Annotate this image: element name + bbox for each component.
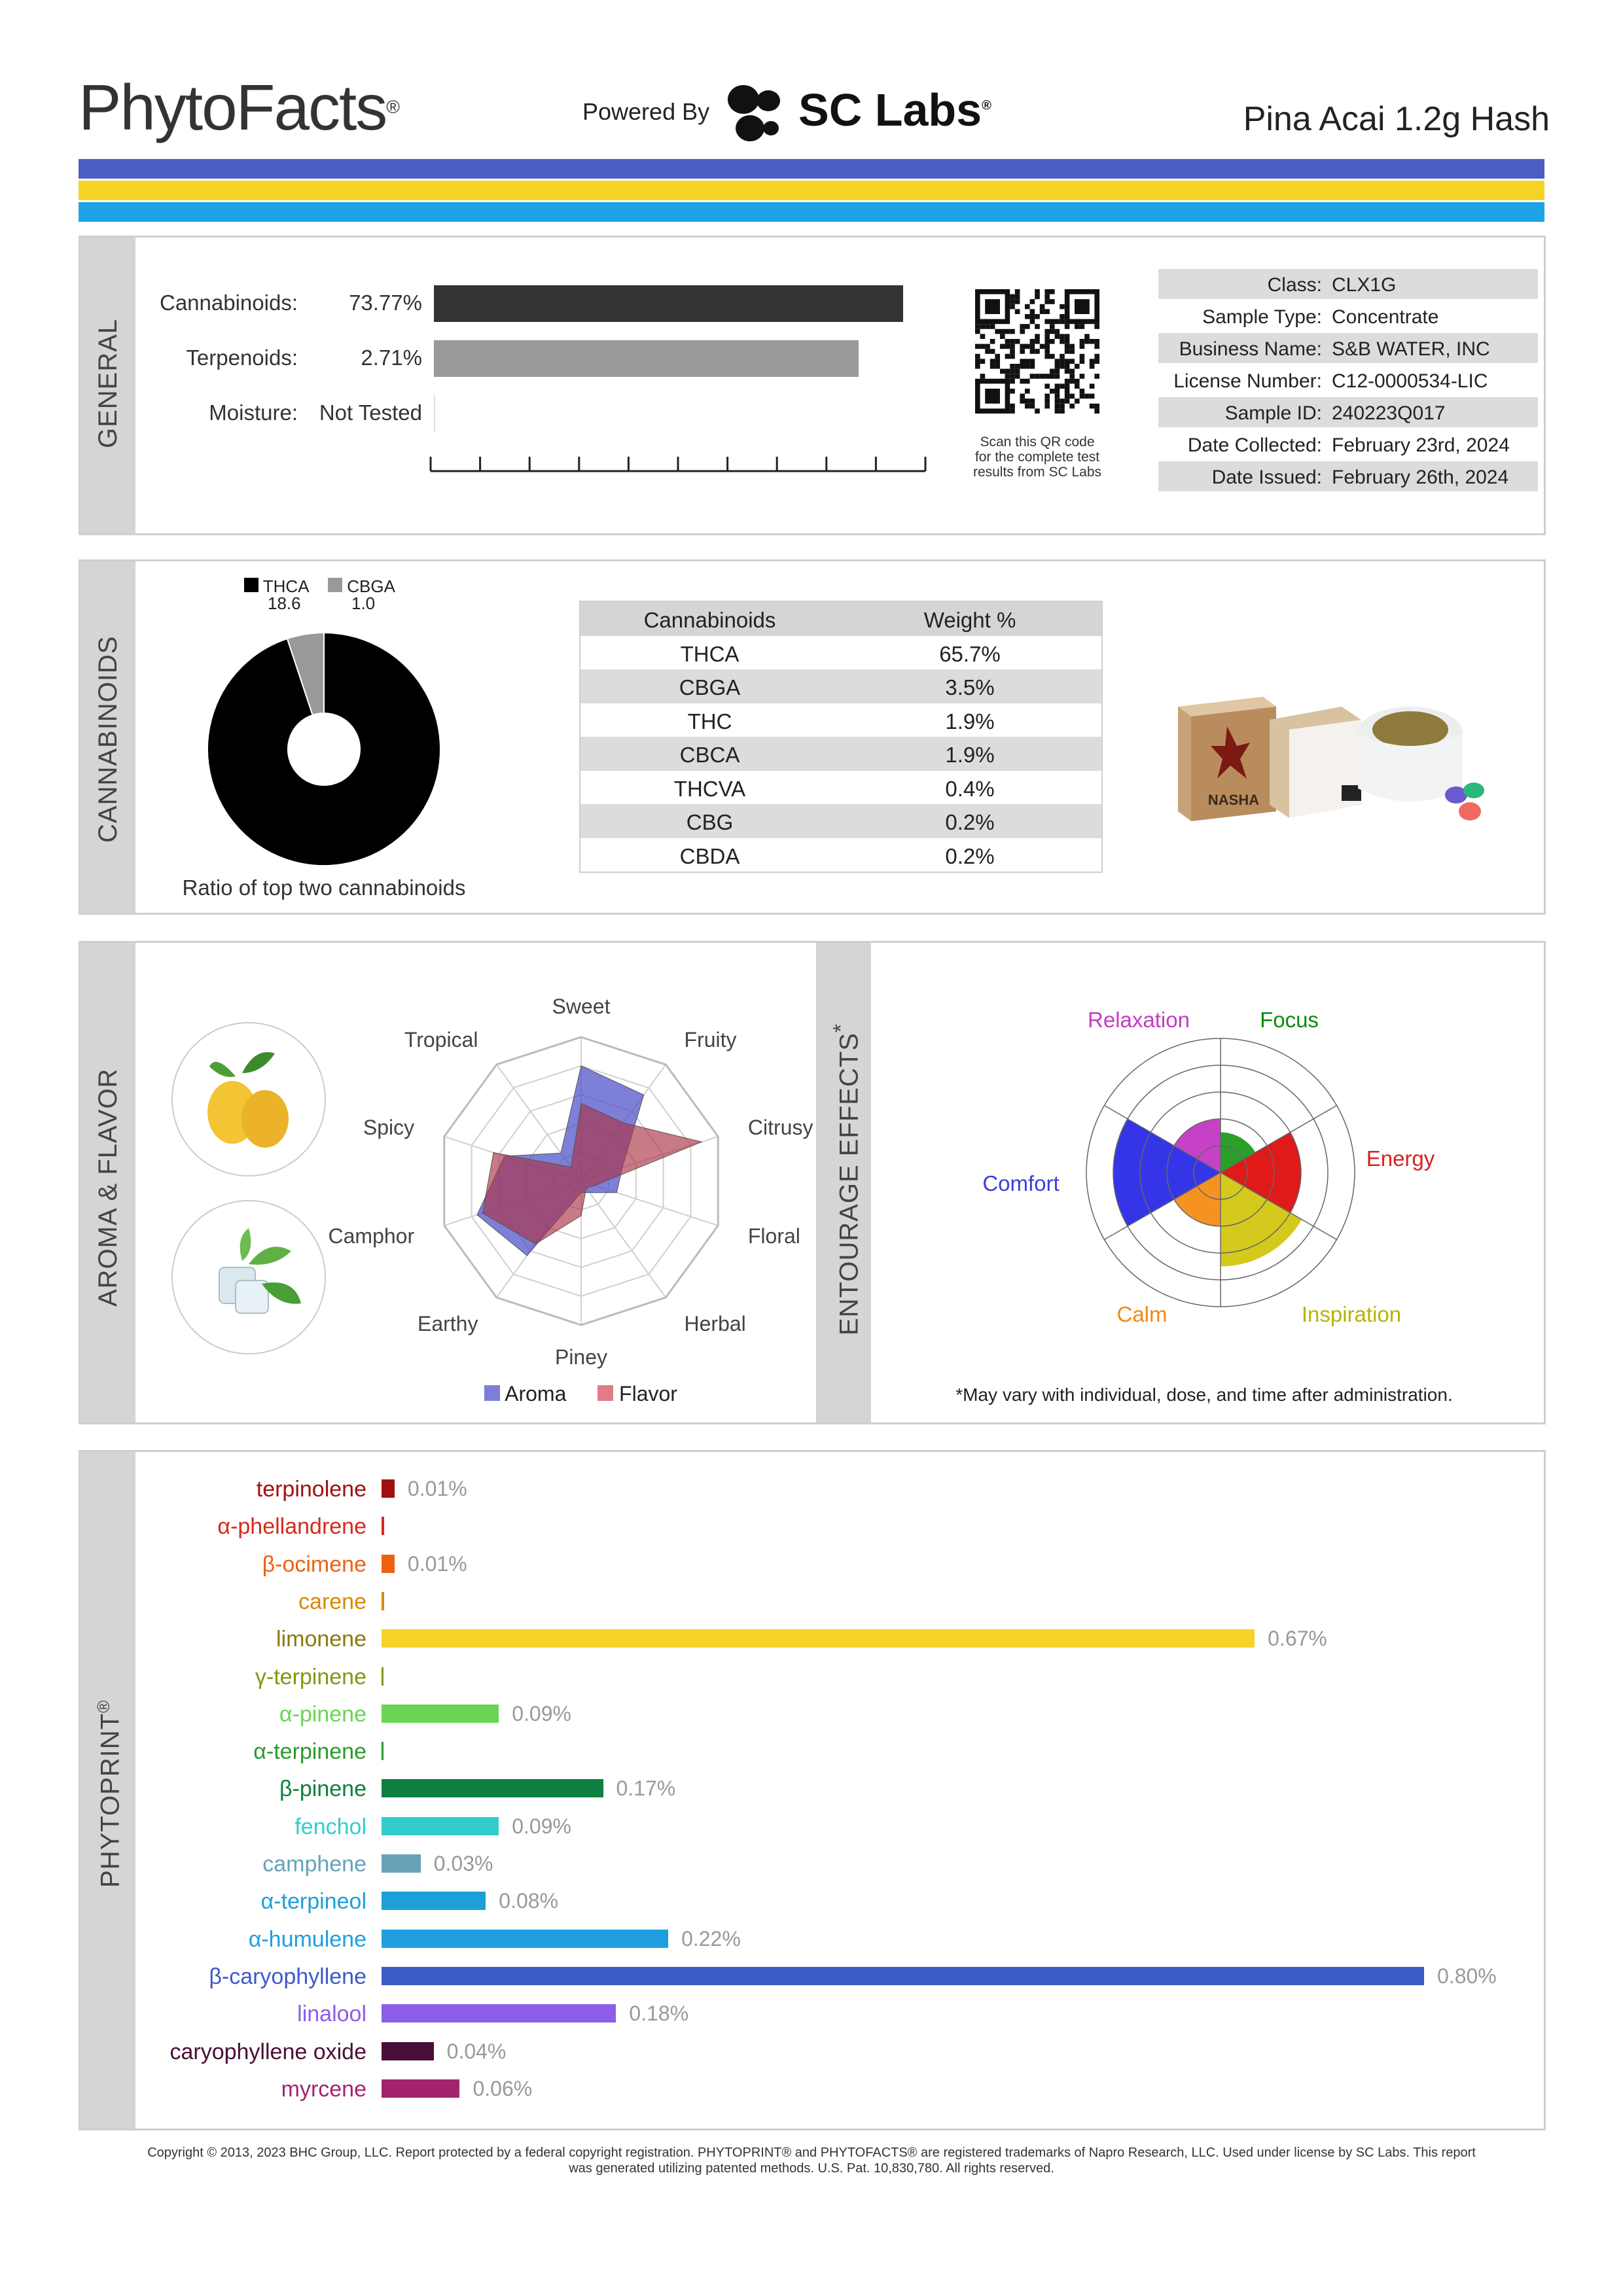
- legend-aroma-swatch: [484, 1385, 500, 1401]
- sample-info-row: [1158, 301, 1538, 331]
- aroma-section-title: AROMA & FLAVOR: [94, 1068, 122, 1307]
- qr-caption: Scan this QR code for the complete test results from SC Labs: [972, 434, 1102, 480]
- cannabinoid-table-row: [580, 669, 1101, 703]
- general-axis: [429, 451, 927, 478]
- col-header-cannabinoid: Cannabinoids: [643, 608, 776, 632]
- radar-axis-label: Tropical: [404, 1028, 478, 1052]
- sample-info-row: [1158, 429, 1538, 459]
- terpene-bar: [382, 1629, 1255, 1648]
- header-stripe-blue: [79, 159, 1544, 179]
- effects-sidebar: [816, 943, 871, 1422]
- cannabinoid-name: CBDA: [679, 843, 740, 868]
- copyright-footer: Copyright © 2013, 2023 BHC Group, LLC. Report protected by a federal copyright registration. PHYTOPRINT® and PHYTOFACTS® are registered trademarks of Napro Research, LLC. Used under license by SC Labs. This report was generated utilizing patented methods. U.S. Pat. 10,830,780. All rights reserved.: [147, 2146, 1476, 2176]
- general-bar-fill: [434, 285, 903, 322]
- effect-label-comfort: Comfort: [982, 1171, 1060, 1195]
- effect-label-inspiration: Inspiration: [1301, 1302, 1402, 1326]
- legend-cbga-swatch: [328, 578, 342, 592]
- terpene-name: carene: [298, 1589, 366, 1614]
- effect-label-focus: Focus: [1260, 1008, 1319, 1032]
- sample-info-row: [1158, 461, 1538, 491]
- sample-info-value: CLX1G: [1332, 274, 1397, 296]
- terpene-bar: [382, 2079, 459, 2098]
- legend-aroma-label: Aroma: [505, 1382, 567, 1405]
- radar-axis-label: Piney: [554, 1345, 608, 1369]
- terpene-value: 0.80%: [1437, 1964, 1497, 1988]
- terpene-value: 0.17%: [616, 1776, 676, 1801]
- terpene-name: β-pinene: [279, 1776, 366, 1802]
- radar-axis-label: Earthy: [417, 1311, 478, 1335]
- terpene-value: 0.67%: [1268, 1627, 1327, 1651]
- effects-note: *May vary with individual, dose, and time after administration.: [955, 1385, 1453, 1405]
- sample-info-row: [1158, 269, 1538, 299]
- sample-info-value: February 26th, 2024: [1332, 467, 1509, 488]
- sample-info-key: Date Collected:: [1187, 434, 1322, 456]
- qr-code-icon[interactable]: [975, 289, 1099, 414]
- cannabinoid-name: THCA: [680, 641, 740, 666]
- cannabinoid-table: [579, 601, 1103, 873]
- terpene-value: 0.18%: [629, 2002, 689, 2026]
- cannabinoid-name: CBCA: [679, 743, 740, 767]
- terpene-value: 0.01%: [407, 1551, 467, 1576]
- header-stripe-cyan: [79, 202, 1544, 222]
- terpene-bar: [382, 1517, 384, 1535]
- general-bar-fill: [434, 395, 435, 432]
- product-photo: [1165, 680, 1505, 851]
- sample-info-value: C12-0000534-LIC: [1332, 370, 1488, 392]
- terpene-name: α-humulene: [248, 1926, 366, 1952]
- terpene-name: fenchol: [294, 1814, 366, 1839]
- cannabinoid-weight: 65.7%: [939, 641, 1001, 666]
- lemon-illustration: [170, 1021, 327, 1178]
- sample-info-value: February 23rd, 2024: [1332, 434, 1510, 456]
- legend-cbga-ratio: 1.0: [351, 593, 376, 613]
- radar-axis-label: Sweet: [552, 995, 611, 1018]
- general-bar-label: Moisture:: [209, 400, 298, 425]
- radar-axis-label: Herbal: [684, 1311, 746, 1335]
- cannabinoid-weight: 3.5%: [945, 675, 995, 699]
- cannabinoid-table-row: [580, 771, 1101, 805]
- header-stripe-yellow: [79, 181, 1544, 200]
- terpene-bar: [382, 2004, 616, 2022]
- cannabinoid-name: CBG: [686, 810, 734, 834]
- terpene-bar: [382, 1667, 383, 1686]
- radar-axis-label: Fruity: [684, 1028, 737, 1052]
- terpene-bar: [382, 1704, 499, 1723]
- terpene-bar: [382, 2042, 434, 2060]
- terpene-value: 0.01%: [407, 1477, 467, 1500]
- radar-axis-label: Camphor: [328, 1224, 415, 1248]
- entourage-effects-chart: [949, 995, 1486, 1335]
- cannabinoid-table-header: [580, 602, 1101, 636]
- radar-axis-label: Floral: [747, 1224, 800, 1248]
- mint-ice-illustration: [170, 1199, 327, 1356]
- effect-label-energy: Energy: [1366, 1146, 1435, 1171]
- terpene-name: caryophyllene oxide: [169, 2039, 366, 2064]
- cannabinoid-table-row: [580, 703, 1101, 737]
- general-bar-label: Terpenoids:: [186, 345, 298, 370]
- general-bar-label: Cannabinoids:: [160, 291, 298, 315]
- terpene-bar: [382, 1592, 384, 1610]
- terpene-bar: [382, 1555, 395, 1573]
- terpene-name: β-caryophyllene: [209, 1964, 366, 1989]
- col-header-weight: Weight %: [923, 608, 1016, 632]
- general-bar-fill: [434, 340, 859, 377]
- terpene-name: camphene: [262, 1852, 366, 1877]
- cannabinoid-weight: 0.2%: [945, 810, 995, 834]
- radar-axis-label: Spicy: [363, 1116, 415, 1140]
- cannabinoid-table-row: [580, 804, 1101, 838]
- terpene-bar: [382, 1742, 383, 1760]
- sample-info-key: Business Name:: [1179, 338, 1322, 360]
- aroma-radar-chart: [328, 981, 818, 1369]
- general-section-title: GENERAL: [94, 318, 122, 448]
- sample-info-value: 240223Q017: [1332, 402, 1446, 424]
- sample-info-row: [1158, 365, 1538, 395]
- terpene-name: α-phellandrene: [217, 1514, 366, 1540]
- cannabinoids-sidebar: [80, 561, 135, 913]
- terpene-name: α-terpineol: [260, 1889, 366, 1915]
- terpene-name: limonene: [276, 1627, 366, 1652]
- sample-info-key: Sample ID:: [1224, 402, 1322, 424]
- cannabinoid-donut-chart: [203, 628, 445, 870]
- legend-cbga-label: CBGA: [347, 576, 395, 596]
- legend-thca-label: THCA: [262, 576, 310, 596]
- terpene-bar: [382, 1967, 1424, 1985]
- radar-axis-label: Citrusy: [747, 1116, 813, 1140]
- terpene-name: α-pinene: [279, 1701, 366, 1727]
- effect-label-relaxation: Relaxation: [1088, 1008, 1190, 1032]
- sample-info-key: Sample Type:: [1202, 306, 1322, 328]
- terpene-name: γ-terpinene: [255, 1664, 366, 1689]
- terpene-value: 0.06%: [473, 2076, 533, 2100]
- sample-info-key: License Number:: [1173, 370, 1322, 392]
- terpene-name: myrcene: [281, 2076, 366, 2102]
- legend-flavor-swatch: [597, 1385, 613, 1401]
- powered-by-label: Powered By: [582, 98, 710, 125]
- aroma-legend: [484, 1382, 677, 1406]
- terpene-bar: [382, 1892, 486, 1910]
- terpene-bar: [382, 1779, 603, 1797]
- terpene-bar: [382, 1854, 421, 1873]
- phytoprint-sidebar: [80, 1452, 135, 2128]
- sample-info-row: [1158, 333, 1538, 363]
- cannabinoid-name: THCVA: [673, 776, 746, 801]
- terpene-value: 0.04%: [446, 2039, 507, 2063]
- sample-info-value: Concentrate: [1332, 306, 1439, 328]
- terpene-value: 0.22%: [681, 1926, 741, 1951]
- terpene-name: α-terpinene: [253, 1739, 366, 1765]
- package-label: NASHA: [1207, 792, 1260, 808]
- general-bar-value: 2.71%: [361, 345, 422, 370]
- product-title: Pina Acai 1.2g Hash: [1243, 100, 1550, 138]
- cannabinoid-table-row: [580, 838, 1101, 872]
- legend-thca-swatch: [244, 578, 259, 592]
- cannabinoid-table-row: [580, 737, 1101, 771]
- donut-caption: Ratio of top two cannabinoids: [182, 875, 466, 900]
- legend-flavor-label: Flavor: [619, 1382, 677, 1405]
- brand-logo: PhytoFacts®: [79, 71, 399, 143]
- terpene-name: terpinolene: [256, 1477, 366, 1502]
- cannabinoid-weight: 0.4%: [945, 776, 995, 801]
- sc-labs-wordmark: SC Labs®: [798, 84, 991, 135]
- cannabinoid-weight: 0.2%: [945, 843, 995, 868]
- effects-section-title: ENTOURAGE EFFECTS*: [829, 1023, 864, 1335]
- terpene-bar: [382, 1930, 668, 1948]
- terpene-name: linalool: [297, 2002, 366, 2027]
- cannabinoid-name: CBGA: [679, 675, 741, 699]
- terpene-value: 0.09%: [512, 1701, 571, 1725]
- terpene-bar: [382, 1817, 499, 1835]
- sample-info-key: Class:: [1267, 274, 1322, 296]
- cannabinoid-weight: 1.9%: [945, 709, 995, 733]
- general-bar-value: 73.77%: [349, 291, 422, 315]
- terpene-name: β-ocimene: [262, 1551, 366, 1577]
- radar-series-flavor: [482, 1103, 702, 1244]
- terpene-value: 0.03%: [433, 1852, 493, 1875]
- cannabinoid-name: THC: [687, 709, 732, 733]
- sc-labs-logo-icon: [719, 77, 791, 149]
- cannabinoid-weight: 1.9%: [945, 743, 995, 767]
- terpene-bar: [382, 1479, 395, 1498]
- terpene-value: 0.09%: [512, 1814, 571, 1838]
- terpene-value: 0.08%: [499, 1889, 559, 1913]
- aroma-sidebar: [80, 943, 135, 1422]
- cannabinoids-section-title: CANNABINOIDS: [94, 635, 122, 843]
- general-sidebar: [80, 238, 135, 533]
- sample-info-value: S&B WATER, INC: [1332, 338, 1490, 360]
- general-bar-value: Not Tested: [319, 400, 422, 425]
- phytoprint-section-title: PHYTOPRINT®: [94, 1699, 125, 1888]
- legend-thca-ratio: 18.6: [268, 593, 301, 613]
- sample-info-row: [1158, 397, 1538, 427]
- sample-info-key: Date Issued:: [1211, 467, 1322, 488]
- cannabinoid-table-row: [580, 636, 1101, 670]
- effect-label-calm: Calm: [1116, 1302, 1168, 1326]
